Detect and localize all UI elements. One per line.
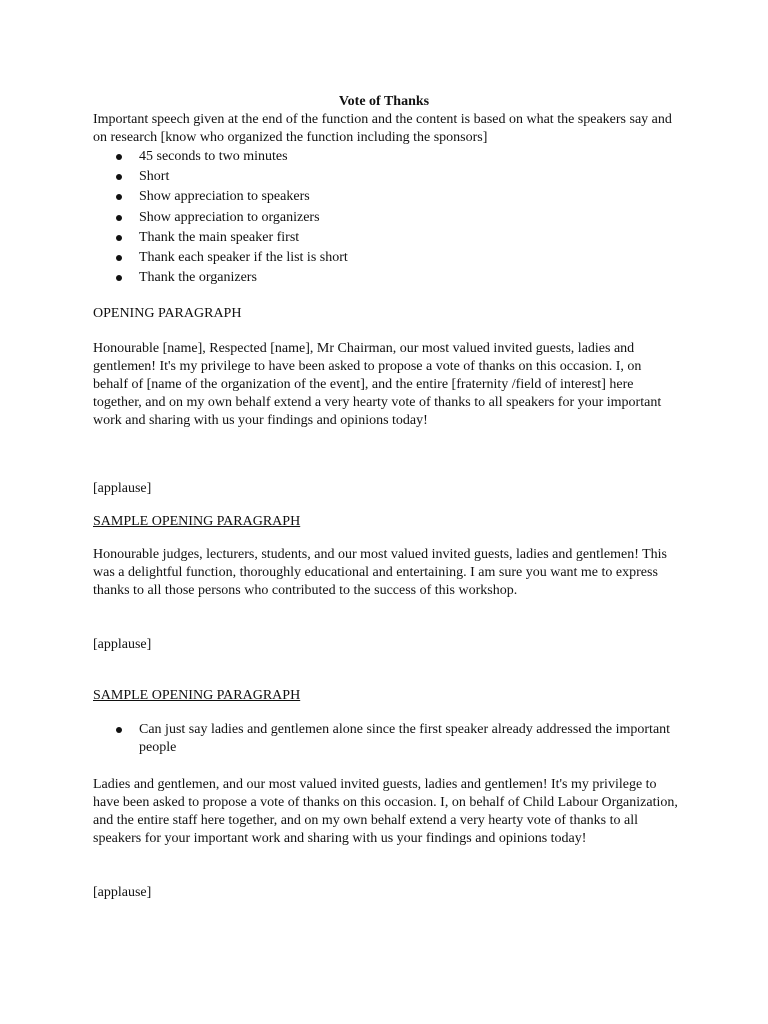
list-item: 45 seconds to two minutes [93,148,348,168]
list-item: Short [93,168,348,188]
applause-text: [applause] [93,637,152,652]
opening-heading: OPENING PARAGRAPH [93,306,242,321]
list-item: Show appreciation to organizers [93,209,348,229]
guidelines-list [93,148,348,289]
sample-paragraph-2: Ladies and gentlemen, and our most valued invited guests, ladies and gentlemen! It's my privilege to have been asked to propose a vote of thanks on this occasion. I, on behalf of Child Labour Organization, and the entire staff here together, and on my own behalf extend a very hearty vote of thanks to all speakers for your important work and sharing with us your findings and opinions today! [93,777,678,846]
sample-note-list [93,721,683,757]
sample-paragraph-1: Honourable judges, lecturers, students, and our most valued invited guests, ladies and gentlemen! This was a delightful function, thoroughly educational and entertaining. I am sure you want me to express thanks to all those persons who contributed to the success of this workshop. [93,547,668,598]
list-item: Can just say ladies and gentlemen alone since the first speaker already addressed the important people [93,721,683,757]
list-item: Thank the organizers [93,269,348,289]
list-item: Thank each speaker if the list is short [93,249,348,269]
sample-heading-1: SAMPLE OPENING PARAGRAPH [93,514,301,529]
opening-paragraph: Honourable [name], Respected [name], Mr Chairman, our most valued invited guests, ladies and gentlemen! It's my privilege to have been asked to propose a vote of thanks on this occasion. I, on behalf of [name of the organization of the event], and the entire [fraternity /field of interest] here together, and on my own behalf extend a very hearty vote of thanks to all speakers for your important work and sharing with us your findings and opinions today! [93,341,662,428]
intro-paragraph: Important speech given at the end of the function and the content is based on what the speakers say and on research [know who organized the function including the sponsors] [93,112,672,145]
sample-heading-2: SAMPLE OPENING PARAGRAPH [93,688,301,703]
applause-text: [applause] [93,481,152,496]
list-item: Thank the main speaker first [93,229,348,249]
applause-text: [applause] [93,885,152,900]
list-item: Show appreciation to speakers [93,188,348,208]
page-title: Vote of Thanks [338,94,430,109]
